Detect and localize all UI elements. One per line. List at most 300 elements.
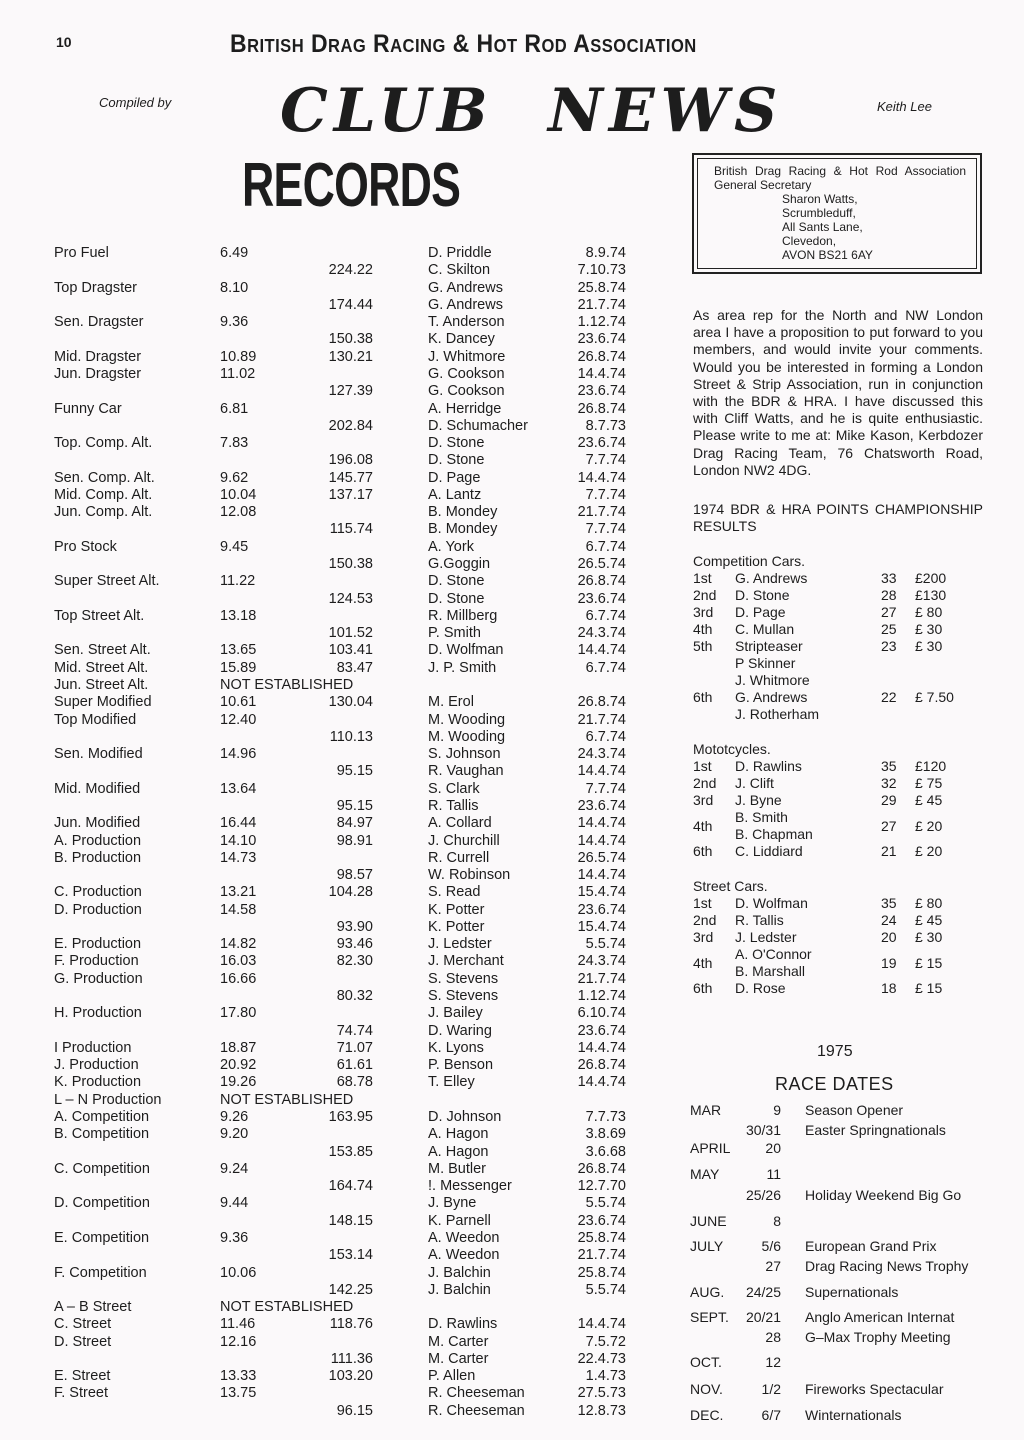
record-et: 12.40 [220,711,257,728]
race-month: JULY [690,1238,724,1254]
record-class: K. Production [54,1074,142,1091]
result-name: J. Byne [735,792,782,809]
record-date: 1.12.74 [577,314,626,331]
result-points: 22 [881,689,897,706]
record-date: 14.4.74 [577,867,626,884]
race-day: 11 [766,1166,781,1182]
result-points: 27 [881,604,897,621]
record-date: 26.8.74 [577,400,626,417]
result-place: 3rd [693,792,714,809]
record-date: 24.3.74 [577,746,626,763]
record-date: 1.12.74 [577,988,626,1005]
record-et: 13.65 [220,642,257,659]
result-prize: £ 15 [915,954,943,971]
record-date: 14.4.74 [577,469,626,486]
article-text: As area rep for the North and NW London area I have a proposition to put forward to you members, and would invite your comments. Would you be interested in forming a London Street & Strip Association, run in conjunction with the BDR & HRA. I have discussed this with Cliff Watts, and he is quite enthusiastic. Please write to me at: Mike Kason, Kerbdozer Drag Racing Team, 76 Chatsworth Road, London NW2 4DG. [693,307,983,478]
record-mph: 68.78 [336,1074,373,1091]
masthead-club: CLUB [280,76,494,146]
result-place: 1st [693,570,712,587]
result-names [735,895,881,912]
record-date: 23.6.74 [577,590,626,607]
record-date: 26.5.74 [577,849,626,866]
race-day: 6/7 [761,1407,781,1423]
record-et: 9.45 [220,538,249,555]
record-holder: J. Balchin [428,1281,491,1298]
record-holder: K. Potter [428,918,485,935]
record-holder: S. Clark [428,780,480,797]
record-date: 21.7.74 [577,711,626,728]
result-points: 21 [881,843,897,860]
race-month: DEC. [690,1407,724,1423]
record-et: 6.49 [220,245,249,261]
record-et: 9.36 [220,1229,249,1246]
record-holder: A. Collard [428,815,492,832]
record-holder: !. Messenger [428,1178,512,1195]
record-date: 25.8.74 [577,279,626,296]
record-holder: J. Churchill [428,832,500,849]
result-names [735,587,881,604]
record-holder: R. Vaughan [428,763,504,780]
record-et: 13.21 [220,884,257,901]
record-holder: J. Balchin [428,1264,491,1281]
result-prize: £ 80 [915,895,943,912]
result-row [693,570,983,587]
record-date: 5.5.74 [585,1281,626,1298]
record-et: 8.10 [220,279,249,296]
record-date: 7.7.74 [585,452,626,469]
record-holder: M. Erol [428,694,474,711]
record-class: D. Production [54,901,142,918]
race-day: 5/6 [761,1238,781,1254]
championship-group [693,553,983,723]
record-holder: A. Hagon [428,1126,489,1143]
result-name: D. Page [735,604,786,621]
result-place: 6th [693,843,713,860]
record-holder: A. Weedon [428,1247,500,1264]
record-holder: G. Cookson [428,365,505,382]
result-prize: £ 80 [915,604,943,621]
result-row [693,775,983,792]
result-place: 2nd [693,587,717,604]
record-class: F. Street [54,1385,108,1402]
record-class: Pro Stock [54,538,117,555]
record-mph: 118.76 [329,1316,373,1333]
record-date: 6.7.74 [585,728,626,745]
record-et: NOT ESTABLISHED [220,1299,354,1316]
record-class: L – N Production [54,1091,162,1108]
result-points: 18 [881,980,897,997]
result-name: G. Andrews [735,570,808,587]
record-mph: 164.74 [328,1178,373,1195]
record-mph: 145.77 [328,469,373,486]
result-place: 5th [693,638,713,655]
result-name: P Skinner [735,655,796,672]
result-names [735,843,881,860]
record-holder: D. Schumacher [428,417,528,434]
record-class: F. Production [54,953,139,970]
result-place: 6th [693,689,713,706]
result-points: 28 [881,587,897,604]
record-date: 7.7.74 [585,486,626,503]
race-dates-title: RACE DATES [775,1074,894,1094]
result-name: J. Rotherham [735,706,820,723]
result-name: A. O'Connor [735,946,812,963]
result-place: 4th [693,621,713,638]
record-et: 10.61 [220,694,257,711]
record-date: 6.7.74 [585,659,626,676]
record-et: 18.87 [220,1039,257,1056]
result-points: 25 [881,621,897,638]
record-mph: 95.15 [336,763,373,780]
record-holder: A. Herridge [428,400,502,417]
record-mph: 98.57 [336,867,373,884]
record-class: A. Production [54,832,142,849]
result-place: 4th [693,954,713,971]
record-class: Pro Fuel [54,245,109,261]
result-names [735,792,881,809]
record-holder: D. Wolfman [428,642,504,659]
record-class: C. Production [54,884,142,901]
result-place: 3rd [693,604,714,621]
result-row [693,638,983,655]
record-class: E. Production [54,936,142,953]
group-title: Street Cars. [693,878,768,895]
record-date: 1.4.73 [585,1368,626,1385]
record-mph: 82.30 [336,953,373,970]
record-et: 13.75 [220,1385,257,1402]
record-holder: B. Mondey [428,504,498,521]
record-mph: 202.84 [328,417,373,434]
result-prize: £ 30 [915,638,943,655]
result-prize: £ 20 [915,843,943,860]
record-class: Mid. Dragster [54,348,142,365]
record-et: 9.36 [220,314,249,331]
record-date: 25.8.74 [577,1229,626,1246]
result-row [693,912,983,929]
record-et: 9.24 [220,1160,249,1177]
right-column [693,307,983,997]
race-month: JUNE [690,1213,727,1229]
result-names [735,621,881,638]
record-holder: S. Stevens [428,970,499,987]
record-class: B. Production [54,849,142,866]
championship-results [693,553,983,997]
record-holder: J. P. Smith [428,659,497,676]
record-et: 9.62 [220,469,249,486]
result-prize: £130 [915,587,947,604]
record-class: Top Street Alt. [54,607,145,624]
record-mph: 71.07 [336,1039,373,1056]
record-et: 14.58 [220,901,257,918]
race-event: Drag Racing News Trophy [805,1258,969,1274]
record-date: 6.7.74 [585,538,626,555]
record-class: C. Street [54,1316,112,1333]
record-holder: A. Hagon [428,1143,489,1160]
record-date: 23.6.74 [577,1022,626,1039]
record-class: C. Competition [54,1160,150,1177]
record-holder: D. Priddle [428,245,492,261]
masthead-news: NEWS [548,76,784,146]
address-line: Scrumbleduff, [782,206,856,220]
record-et: 10.89 [220,348,257,365]
record-holder: M. Carter [428,1333,489,1350]
record-class: Funny Car [54,400,122,417]
record-mph: 104.28 [328,884,373,901]
section-title: RECORDS [242,151,461,220]
record-date: 26.8.74 [577,1160,626,1177]
result-row [693,980,983,997]
result-name: B. Marshall [735,963,806,980]
race-day: 20 [765,1140,781,1156]
record-class: A – B Street [54,1299,132,1316]
record-et: 20.92 [220,1057,257,1074]
record-holder: M. Wooding [428,728,506,745]
result-place: 6th [693,980,713,997]
record-et: 19.26 [220,1074,257,1091]
record-mph: 163.95 [328,1109,373,1125]
record-date: 14.4.74 [577,1039,626,1056]
result-prize: £ 45 [915,792,943,809]
result-name: R. Tallis [735,912,784,929]
result-points: 29 [881,792,897,809]
record-date: 26.8.74 [577,694,626,711]
result-points: 20 [881,929,897,946]
result-place: 2nd [693,912,717,929]
record-date: 14.4.74 [577,763,626,780]
record-mph: 61.61 [336,1057,373,1074]
record-class: Sen. Street Alt. [54,642,151,659]
result-name: J. Clift [735,775,774,792]
record-et: 13.33 [220,1368,257,1385]
record-mph: 127.39 [328,383,373,400]
record-mph: 84.97 [336,815,373,832]
result-points: 35 [881,758,897,775]
record-date: 15.4.74 [577,884,626,901]
record-et: NOT ESTABLISHED [220,677,354,693]
record-holder: R. Tallis [428,797,479,814]
record-et: 16.44 [220,815,257,832]
record-mph: 101.52 [328,625,373,642]
record-mph: 96.15 [336,1402,373,1419]
record-date: 23.6.74 [577,1212,626,1229]
record-date: 23.6.74 [577,435,626,452]
record-holder: G. Cookson [428,383,505,400]
record-mph: 153.14 [328,1247,373,1264]
result-row [693,587,983,604]
result-name: D. Wolfman [735,895,808,912]
record-holder: K. Parnell [428,1212,491,1229]
record-date: 27.5.73 [577,1385,626,1402]
record-holder: K. Potter [428,901,485,918]
result-name: J. Ledster [735,929,797,946]
result-place: 2nd [693,775,717,792]
record-holder: W. Robinson [428,867,511,884]
result-place: 4th [693,817,713,834]
record-mph: 83.47 [336,659,373,676]
record-mph: 95.15 [336,797,373,814]
result-names [735,604,881,621]
record-date: 23.6.74 [577,797,626,814]
record-class: F. Competition [54,1264,147,1281]
record-holder: D. Page [428,469,481,486]
result-points: 33 [881,570,897,587]
record-class: G. Production [54,970,143,987]
race-day: 1/2 [761,1381,781,1397]
record-et: 7.83 [220,435,249,452]
record-holder: A. Lantz [428,486,482,503]
record-et: 6.81 [220,400,249,417]
record-date: 23.6.74 [577,383,626,400]
result-name: B. Smith [735,809,788,826]
record-mph: 153.85 [328,1143,373,1160]
record-et: 11.02 [220,365,256,382]
record-class: Sen. Modified [54,746,143,763]
record-holder: J. Whitmore [428,348,506,365]
record-date: 3.8.69 [585,1126,626,1143]
result-prize: £ 30 [915,929,943,946]
result-points: 24 [881,912,897,929]
record-class: Super Street Alt. [54,573,160,590]
result-row [693,929,983,946]
record-holder: J. Byne [428,1195,477,1212]
result-name: C. Mullan [735,621,795,638]
record-holder: T. Anderson [428,314,505,331]
result-row [693,672,983,723]
result-names [735,758,881,775]
record-date: 14.4.74 [577,815,626,832]
race-day: 20/21 [745,1309,781,1325]
address-heading: British Drag Racing & Hot Rod Association General Secretary [714,164,966,192]
race-day: 25/26 [745,1187,781,1203]
record-holder: M. Carter [428,1350,489,1367]
result-points: 32 [881,775,897,792]
record-holder: M. Wooding [428,711,506,728]
race-month: MAY [690,1166,720,1182]
result-name: D. Rawlins [735,758,802,775]
record-class: Mid. Street Alt. [54,659,149,676]
result-row [693,809,983,843]
race-day: 8 [773,1213,781,1229]
record-et: 14.10 [220,832,257,849]
record-holder: D. Stone [428,590,485,607]
record-class: E. Street [54,1368,111,1385]
record-holder: G. Andrews [428,296,503,313]
record-date: 26.8.74 [577,573,626,590]
race-day: 24/25 [745,1284,781,1300]
record-mph: 150.38 [328,556,373,573]
record-date: 26.8.74 [577,348,626,365]
record-mph: 111.36 [330,1350,373,1367]
record-holder: J. Bailey [428,1005,483,1022]
record-mph: 130.04 [328,694,373,711]
record-date: 5.5.74 [585,936,626,953]
result-name: D. Stone [735,587,790,604]
record-class: B. Competition [54,1126,150,1143]
race-event: Fireworks Spectacular [805,1381,944,1397]
record-date: 21.7.74 [577,296,626,313]
record-holder: B. Mondey [428,521,498,538]
record-class: J. Production [54,1057,139,1074]
record-class: Top. Comp. Alt. [54,435,153,452]
race-day: 28 [765,1329,781,1345]
record-holder: M. Butler [428,1160,487,1177]
record-date: 8.7.73 [585,417,626,434]
result-prize: £ 7.50 [915,689,954,706]
record-class: I Production [54,1039,132,1056]
record-holder: K. Lyons [428,1039,484,1056]
record-holder: D. Stone [428,435,485,452]
result-names [735,912,881,929]
result-prize: £ 30 [915,621,943,638]
record-date: 21.7.74 [577,1247,626,1264]
result-points: 27 [881,817,897,834]
record-date: 24.3.74 [577,625,626,642]
record-mph: 98.91 [336,832,373,849]
result-points: 23 [881,638,897,655]
result-names [735,775,881,792]
race-month: AUG. [690,1284,725,1300]
record-class: Jun. Modified [54,815,141,832]
record-et: 10.04 [220,486,257,503]
result-points: 19 [881,954,897,971]
record-date: 15.4.74 [577,918,626,935]
record-et: 13.18 [220,607,257,624]
record-date: 25.8.74 [577,1264,626,1281]
record-mph: 137.17 [328,486,373,503]
race-event: G–Max Trophy Meeting [805,1329,951,1345]
result-row [693,621,983,638]
result-prize: £ 75 [915,775,943,792]
record-holder: D. Johnson [428,1109,502,1125]
record-mph: 93.46 [336,936,373,953]
record-class: Top Modified [54,711,137,728]
record-date: 21.7.74 [577,970,626,987]
result-names [735,809,881,843]
record-holder: R. Cheeseman [428,1402,525,1419]
record-date: 23.6.74 [577,901,626,918]
record-mph: 148.15 [328,1212,373,1229]
record-holder: D. Stone [428,573,485,590]
result-row [693,655,983,672]
record-holder: A. Weedon [428,1229,500,1246]
record-holder: P. Smith [428,625,481,642]
result-row [693,843,983,860]
address-box [692,153,982,274]
record-holder: J. Ledster [428,936,492,953]
race-event: European Grand Prix [805,1238,937,1254]
record-holder: D. Rawlins [428,1316,498,1333]
record-holder: D. Waring [428,1022,492,1039]
championship-group [693,741,983,860]
compiled-by-label: Compiled by [99,95,172,110]
championship-group [693,878,983,997]
record-class: Mid. Modified [54,780,141,797]
race-event: Anglo American Internat [805,1309,955,1325]
record-mph: 130.21 [328,348,373,365]
race-day: 27 [765,1258,781,1274]
race-month: SEPT. [690,1309,729,1325]
record-mph: 196.08 [328,452,373,469]
record-mph: 115.74 [329,521,373,538]
result-names [735,929,881,946]
record-date: 22.4.73 [577,1350,626,1367]
record-holder: C. Skilton [428,262,491,279]
record-class: H. Production [54,1005,142,1022]
race-month: APRIL [690,1140,731,1156]
race-event: Easter Springnationals [805,1122,946,1138]
result-name: Stripteaser [735,638,803,655]
record-holder: P. Allen [428,1368,476,1385]
